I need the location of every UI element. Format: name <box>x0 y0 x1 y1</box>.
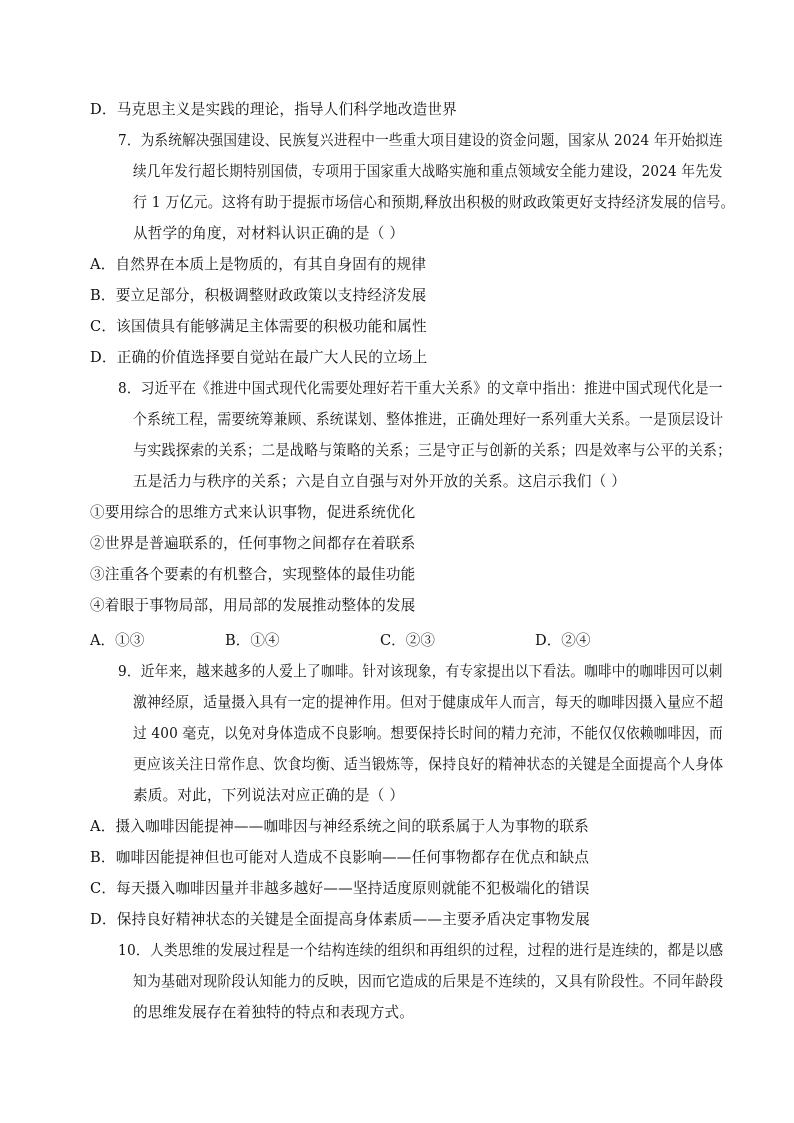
q8-option-a: A．①③ <box>90 632 145 649</box>
q9-stem-line-4: 更应该关注日常作息、饮食均衡、适当锻炼等，保持良好的精神状态的关键是全面提高个人身体 <box>133 756 724 773</box>
q8-statement-3: ③注重各个要素的有机整合，实现整体的最佳功能 <box>90 566 416 583</box>
q8-option-d: D．②④ <box>535 632 591 649</box>
q9-option-c: C．每天摄入咖啡因量并非越多越好——坚持适度原则就能不犯极端化的错误 <box>90 880 590 897</box>
q7-option-d: D．正确的价值选择要自觉站在最广大人民的立场上 <box>90 349 428 366</box>
q9-stem-line-2: 激神经原，适量摄入具有一定的提神作用。但对于健康成年人而言，每天的咖啡因摄入量应不超 <box>133 694 724 711</box>
q8-stem-line-3: 与实践探索的关系；二是战略与策略的关系；三是守正与创新的关系；四是效率与公平的关系； <box>133 442 732 459</box>
q7-stem-line-2: 续几年发行超长期特别国债，专项用于国家重大战略实施和重点领域安全能力建设，2024 年先发 <box>133 163 723 180</box>
q9-option-d: D．保持良好精神状态的关键是全面提高身体素质——主要矛盾决定事物发展 <box>90 911 591 928</box>
q10-stem-line-1: 10．人类思维的发展过程是一个结构连续的组织和再组织的过程，过程的进行是连续的，都是以感 <box>118 942 724 959</box>
q9-stem-line-3: 过 400 毫克，以免对身体造成不良影响。想要保持长时间的精力充沛，不能仅仅依赖咖啡因，而 <box>133 725 723 742</box>
q7-stem-line-1: 7．为系统解决强国建设、民族复兴进程中一些重大项目建设的资金问题，国家从 2024 年开始拟连 <box>118 132 723 149</box>
q8-stem-line-1: 8．习近平在《推进中国式现代化需要处理好若干重大关系》的文章中指出：推进中国式现代化是一 <box>118 380 723 397</box>
q7-option-a: A．自然界在本质上是物质的，有其自身固有的规律 <box>90 256 427 273</box>
q7-stem-line-4: 从哲学的角度，对材料认识正确的是（ ） <box>133 225 405 242</box>
q9-option-a: A．摄入咖啡因能提神——咖啡因与神经系统之间的联系属于人为事物的联系 <box>90 818 589 835</box>
q9-stem-line-5: 素质。对此，下列说法对应正确的是（ ） <box>133 787 405 804</box>
q7-option-b: B．要立足部分，积极调整财政政策以支持经济发展 <box>90 287 427 304</box>
q7-option-c: C．该国债具有能够满足主体需要的积极功能和属性 <box>90 318 427 335</box>
q9-option-b: B．咖啡因能提神但也可能对人造成不良影响——任何事物都存在优点和缺点 <box>90 849 590 866</box>
q6-option-d: D．马克思主义是实践的理论，指导人们科学地改造世界 <box>90 101 457 118</box>
q8-statement-1: ①要用综合的思维方式来认识事物，促进系统优化 <box>90 504 416 521</box>
q9-stem-line-1: 9．近年来，越来越多的人爱上了咖啡。针对该现象，有专家提出以下看法。咖啡中的咖啡因可以刺 <box>118 663 723 680</box>
q10-stem-line-2: 知为基础对现阶段认知能力的反映，因而它造成的后果是不连续的，又具有阶段性。不同年龄段 <box>133 973 724 990</box>
q10-stem-line-3: 的思维发展存在着独特的特点和表现方式。 <box>133 1004 415 1021</box>
q8-stem-line-4: 五是活力与秩序的关系；六是自立自强与对外开放的关系。这启示我们（ ） <box>133 473 627 490</box>
q7-stem-line-3: 行 1 万亿元。这将有助于提振市场信心和预期,释放出积极的财政政策更好支持经济发展的信号。 <box>133 194 735 211</box>
q8-statement-4: ④着眼于事物局部，用局部的发展推动整体的发展 <box>90 597 416 614</box>
q8-stem-line-2: 个系统工程，需要统筹兼顾、系统谋划、整体推进，正确处理好一系列重大关系。一是顶层设计 <box>133 411 724 428</box>
q8-statement-2: ②世界是普遍联系的，任何事物之间都存在着联系 <box>90 535 416 552</box>
q8-option-b: B．①④ <box>225 632 280 649</box>
q8-option-c: C．②③ <box>380 632 435 649</box>
